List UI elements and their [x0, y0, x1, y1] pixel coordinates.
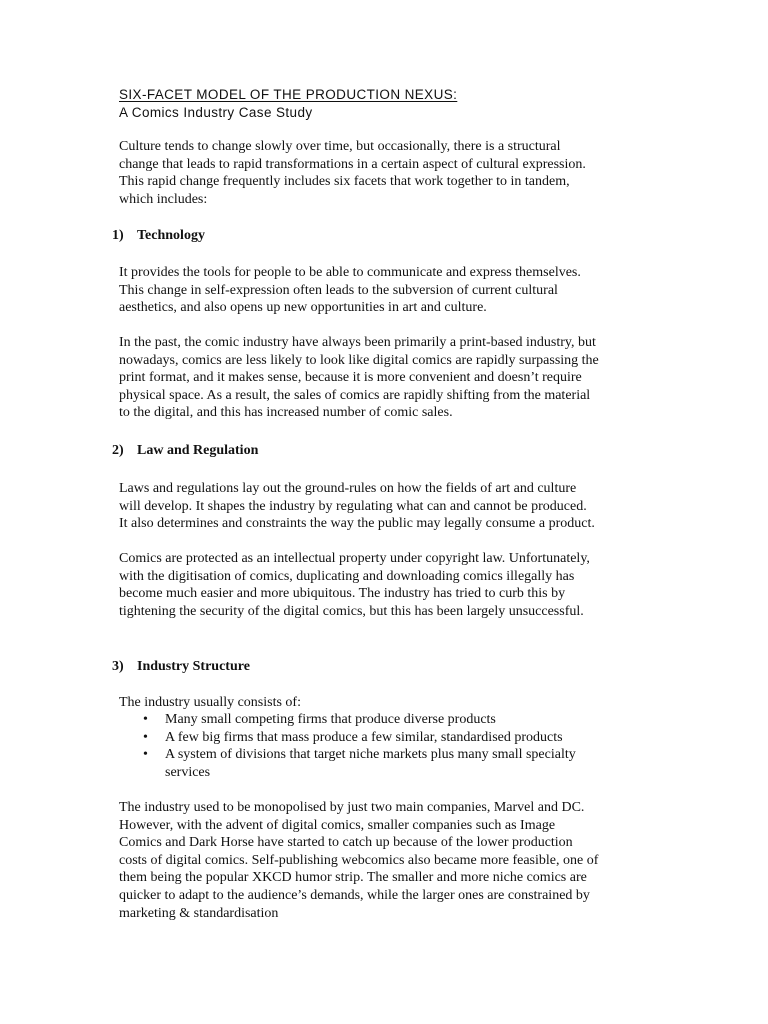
section-number: 3) — [112, 659, 124, 674]
text-line: print format, and it makes sense, because it is more convenient and doesn’t require — [119, 370, 582, 386]
text-line: Comics are protected as an intellectual property under copyright law. Unfortunately, — [119, 551, 590, 566]
text-line: marketing & standardisation — [119, 905, 279, 921]
bullet-icon: • — [143, 747, 148, 763]
section-number: 1) — [112, 228, 124, 243]
section-title: Industry Structure — [137, 659, 250, 674]
text-line: costs of digital comics. Self-publishing webcomics also became more feasible, one of — [119, 852, 599, 868]
text-line: become much easier and more ubiquitous. The industry has tried to curb this by — [119, 586, 566, 602]
text-line: aesthetics, and also opens up new opportunities in art and culture. — [119, 300, 487, 316]
paragraph — [119, 480, 659, 533]
section-heading-technology — [112, 227, 205, 245]
title-line-2: A Comics Industry Case Study — [119, 105, 313, 120]
text-line: change that leads to rapid transformations in a certain aspect of cultural expression. — [119, 156, 586, 172]
text-line: The industry usually consists of: — [119, 695, 301, 710]
section-number: 2) — [112, 443, 124, 458]
paragraph — [119, 799, 659, 922]
section-title: Technology — [137, 228, 205, 243]
text-line: Many small competing firms that produce diverse products — [165, 712, 496, 727]
document-title — [119, 86, 457, 122]
list-item — [143, 729, 653, 747]
text-line: tightening the security of the digital comics, but this has been largely unsuccessful. — [119, 603, 584, 619]
text-line: A few big firms that mass produce a few similar, standardised products — [165, 729, 563, 745]
text-line: Laws and regulations lay out the ground-rules on how the fields of art and culture — [119, 481, 577, 496]
section-heading-law-and-regulation — [112, 442, 258, 460]
bullet-list — [143, 711, 653, 781]
bullet-icon: • — [143, 729, 148, 745]
text-line: to the digital, and this has increased number of comic sales. — [119, 405, 453, 421]
paragraph — [119, 334, 659, 422]
text-line: In the past, the comic industry have always been primarily a print-based industry, but — [119, 335, 596, 350]
list-lead — [119, 694, 659, 712]
text-line: It also determines and constraints the way the public may legally consume a product. — [119, 516, 595, 532]
text-line: It provides the tools for people to be able to communicate and express themselves. — [119, 265, 581, 280]
text-line: services — [165, 764, 211, 780]
text-line: This rapid change frequently includes six facets that work together to in tandem, — [119, 174, 570, 190]
bullet-icon: • — [143, 712, 148, 727]
paragraph — [119, 264, 659, 317]
text-line: which includes: — [119, 191, 208, 207]
paragraph — [119, 550, 659, 620]
text-line: The industry used to be monopolised by just two main companies, Marvel and DC. — [119, 800, 585, 815]
text-line: nowadays, comics are less likely to look like digital comics are rapidly surpassing the — [119, 352, 599, 368]
section-title: Law and Regulation — [137, 443, 259, 458]
text-line: with the digitisation of comics, duplicating and downloading comics illegally has — [119, 568, 575, 584]
title-line-1: SIX-FACET MODEL OF THE PRODUCTION NEXUS: — [119, 87, 458, 102]
text-line: quicker to adapt to the audience’s demands, while the larger ones are constrained by — [119, 887, 590, 903]
section-heading-industry-structure — [112, 658, 250, 676]
text-line: A system of divisions that target niche markets plus many small specialty — [165, 747, 576, 763]
list-item — [143, 711, 653, 729]
text-line: physical space. As a result, the sales of comics are rapidly shifting from the material — [119, 387, 591, 403]
intro-paragraph — [119, 138, 659, 208]
text-line: will develop. It shapes the industry by regulating what can and cannot be produced. — [119, 498, 587, 514]
text-line: Comics and Dark Horse have started to catch up because of the lower production — [119, 835, 573, 851]
list-item — [143, 746, 653, 781]
text-line: Culture tends to change slowly over time, but occasionally, there is a structural — [119, 139, 561, 154]
text-line: However, with the advent of digital comics, smaller companies such as Image — [119, 817, 556, 833]
text-line: them being the popular XKCD humor strip. The smaller and more niche comics are — [119, 870, 587, 886]
text-line: This change in self-expression often leads to the subversion of current cultural — [119, 282, 558, 298]
